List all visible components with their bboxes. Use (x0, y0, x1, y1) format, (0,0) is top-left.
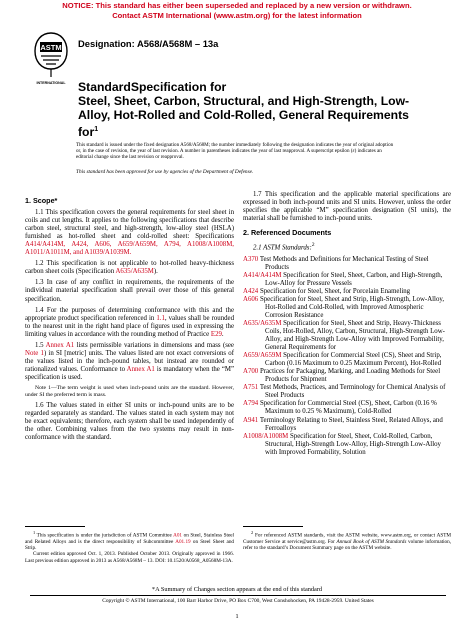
reference-title: Specification for Steel, Sheet, for Porcelain Enameling (259, 287, 411, 295)
reference-title: Terminology Relating to Steel, Stainless Steel, Related Alloys, and Ferroalloys (259, 416, 443, 432)
reference-code-link[interactable]: A606 (243, 295, 259, 303)
document-title (78, 80, 418, 139)
reference-item (243, 272, 451, 288)
reference-code-link[interactable]: A659/A659M (243, 352, 282, 360)
reference-title: Specification for Commercial Steel (CS), Sheet, Carbon (0.16 % Maximum to 0.25 % Maximum), Cold-Rolled (259, 400, 437, 416)
title-line-4: for$^1$ (78, 124, 99, 139)
note-1-link[interactable]: Note 1 (25, 349, 44, 357)
note-1: Note 1—The term weight is used when inch-pound units are the standard. However, under SI the preferred term is mass. (25, 384, 234, 398)
annex-a1-link-2[interactable]: Annex A1 (126, 365, 155, 373)
reference-code-link[interactable]: A370 (243, 255, 259, 263)
logo-text: ASTM (40, 43, 62, 52)
reference-title: Specification for Steel, Sheet and Strip, High-Strength, Low-Alloy, Hot-Rolled and Cold-Rolled, with Improved Atmospheric Corrosion Resistance (259, 295, 445, 319)
reference-code-link[interactable]: A941 (243, 416, 259, 424)
section-1-7: 1.7 This specification and the applicable material specifications are expressed in both inch-pound units and SI units. However, unless the order specifies the applicable “M” specification designation (SI units), the material shall be furnished to inch-pound units. (243, 191, 451, 223)
footnote-2-marker[interactable]: 2 (311, 242, 315, 249)
scope-heading: 1. Scope* (25, 196, 58, 205)
reference-item (243, 400, 451, 416)
section-1-6: 1.6 The values stated in either SI units or inch-pound units are to be regarded separately as standard. The values stated in each system may not be exact equivalents; therefore, each system shall be used independently of the other. Combining values from the two systems may result in non-conformance with the standard. (25, 401, 234, 441)
committee-a01-link[interactable]: A01 (173, 532, 183, 539)
section-1-4: 1.4 For the purposes of determining conformance with this and the appropriate product specification referenced in 1.1, values shall be rounded to the nearest unit in the right hand place of figures used in expressing the limiting values in accordance with the rounding method of Practice E29. (25, 306, 234, 338)
reference-code-link[interactable]: A635/A635M (243, 319, 282, 327)
reference-item (243, 417, 451, 433)
reference-item (243, 256, 451, 272)
summary-of-changes-note: *A Summary of Changes section appears at the end of this standard (151, 586, 323, 593)
title-line-1: StandardSpecification for (78, 80, 227, 94)
supersession-notice (0, 1, 474, 20)
left-column (25, 191, 234, 445)
astm-logo (33, 31, 69, 89)
reference-item (243, 368, 451, 384)
section-1-1: 1.1 This specification covers the general requirements for steel sheet in coils and cut lengths. It applies to the following specifications that describe carbon steel, structural steel, and high-strength, low-alloy steel (HSLA) furnished as hot-rolled sheet and cold-rolled sheet: Specifications A414/A414M, A424, A606, A659/A659M, A794, A1008/A1008M, A1011/A1011M, and A1039/A1039M. (25, 209, 234, 257)
reference-code-link[interactable]: A424 (243, 287, 259, 295)
footnote-rule-left (25, 526, 85, 527)
footnote-2: $^2$ For referenced ASTM standards, visit the ASTM website, www.astm.org, or contact ASTM Customer Service at service@astm.org. For Annual Book of ASTM Standards volume information, refer to the standard’s Document Summary page on the ASTM website. (243, 530, 452, 552)
reference-title: Test Methods and Definitions for Mechanical Testing of Steel Products (259, 255, 429, 271)
page-number: 1 (235, 613, 239, 620)
footnote-rule-right (243, 526, 303, 527)
notice-line-1: NOTICE: This standard has either been superseded and replaced by a new version or withdrawn. (62, 1, 412, 10)
reference-item (243, 296, 451, 320)
logo-caption: INTERNATIONAL (36, 81, 66, 85)
subcommittee-a0119-link[interactable]: A01.19 (175, 538, 191, 545)
title-line-3: Alloy, Hot-Rolled and Cold-Rolled, General Requirements (78, 108, 409, 123)
section-1-5: 1.5 Annex A1 lists permissible variations in dimensions and mass (see Note 1) in SI [metric] units. The values listed are not exact conversions of the values listed in the inch-pound tables, but instead are rounded or rationalized values. Conformance to Annex A1 is mandatory when the “M” specification is used. (25, 341, 234, 381)
section-1-2: 1.2 This specification is not applicable to hot-rolled heavy-thickness carbon sheet coils (Specification A635/A635M). (25, 260, 234, 276)
reference-item (243, 320, 451, 352)
reference-item (243, 352, 451, 368)
reference-title: Test Methods, Practices, and Terminology for Chemical Analysis of Steel Products (259, 384, 446, 400)
reference-item (243, 384, 451, 400)
e29-link[interactable]: E29 (210, 330, 222, 338)
reference-code-link[interactable]: A751 (243, 384, 259, 392)
right-column (243, 191, 451, 457)
a635-link[interactable]: A635/A635M (115, 268, 154, 276)
footnote-1: $^1$ This specification is under the jurisdiction of ASTM Committee A01 on Steel, Stainless Steel and Related Alloys and is the direct responsibility of Subcommittee A01.19 on Steel Sheet and Strip. Current edition approved Oct. 1, 2013. Published October 2013. Originally approved in 1966. Last previous edition approved in 2013 as A568/A568M – 13. DOI: 10.1520/A0568_A0568M-13A. (25, 530, 235, 564)
designation: Designation: A568/A568M – 13a (78, 38, 219, 49)
reference-title: Practices for Packaging, Marking, and Loading Methods for Steel Products for Shipment (259, 368, 441, 384)
spec-links[interactable]: A414/A414M, A424, A606, A659/A659M, A794, A1008/A1008M, A1011/A1011M, and A1039/A1039M. (25, 241, 234, 257)
astm-standards-heading: 2.1 ASTM Standards:$^2$ (253, 242, 315, 252)
section-1-3: 1.3 In case of any conflict in requirements, the requirements of the individual material specification shall prevail over those of this general specification. (25, 279, 234, 303)
reference-item (243, 288, 451, 296)
reference-code-link[interactable]: A700 (243, 368, 259, 376)
reference-code-link[interactable]: A1008/A1008M (243, 432, 289, 440)
reference-code-link[interactable]: A794 (243, 400, 259, 408)
copyright-footer: Copyright © ASTM International, 100 Barr Harbor Drive, PO Box C700, West Conshohocken, PA 19428-2959. United States (30, 595, 446, 604)
referenced-documents-heading: 2. Referenced Documents (243, 228, 332, 238)
reference-title: Specification for Steel, Sheet and Strip, Heavy-Thickness Coils, Hot-Rolled, Alloy, Carbon, Structural, High-Strength Low-Alloy, and High-Strength Low-Alloy with Improved Formability, General Requirements for (265, 319, 445, 352)
title-footnote-marker[interactable]: 1 (94, 125, 99, 133)
title-line-2: Steel, Sheet, Carbon, Structural, and High-Strength, Low- (78, 94, 410, 109)
dod-approval-note: This standard has been approved for use by agencies of the Department of Defense. (76, 169, 254, 175)
reference-title: Specification for Steel, Sheet, Cold-Rolled, Carbon, Structural, High-Strength Low-Alloy, High-Strength Low-Alloy with Improved Formability, Solution (265, 432, 441, 456)
issuance-note: This standard is issued under the fixed designation A568/A568M; the number immediately following the designation indicates the year of original adoption or, in the case of revision, the year of last revision. A number in parentheses indicates the year of last reapproval. A superscript epsilon (ε) indicates an editorial change since the last revision or reapproval. (76, 142, 394, 161)
reference-code-link[interactable]: A414/A414M (243, 271, 282, 279)
reference-item (243, 433, 451, 457)
notice-line-2: Contact ASTM International (www.astm.org) for the latest information (112, 10, 362, 20)
annex-a1-link[interactable]: Annex A1 (45, 341, 75, 349)
section-1-1-link[interactable]: 1.1 (156, 314, 165, 322)
reference-title: Specification for Commercial Steel (CS), Sheet and Strip, Carbon (0.16 Maximum to 0.25 Maximum Percent), Hot-Rolled (265, 352, 442, 368)
reference-title: Specification for Steel, Sheet, Carbon, and High-Strength, Low-Alloy for Pressure Vessels (265, 271, 443, 287)
reference-list (243, 256, 451, 457)
